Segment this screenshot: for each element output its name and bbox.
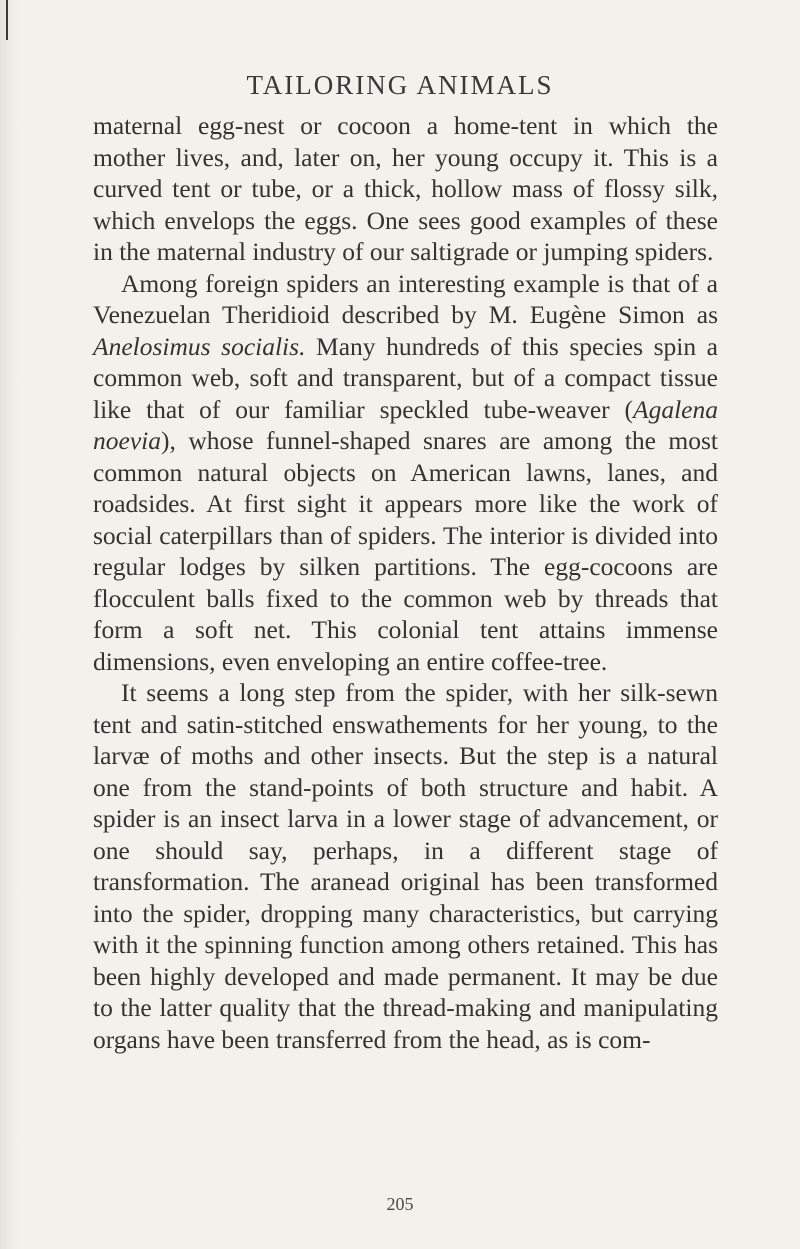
page-gutter-shadow xyxy=(0,0,18,1249)
paragraph-text: It seems a long step from the spider, with her silk-sewn tent and satin-stitched enswathements for her young, to the larvæ of moths and other insects. But the step is a natural one from the stand-points of both structure and habit. A spider is an insect larva in a lower stage of advancement, or one should say, perhaps, in a different stage of transformation. The aranead original has been transformed into the spider, dropping many characteristics, but carrying with it the spinning function among others retained. This has been highly developed and made permanent. It may be due to the latter quality that the thread-making and manipulating organs have been transferred from the head, as is com- xyxy=(93,678,718,1054)
italic-species-name: Anelosimus socialis. xyxy=(93,331,306,361)
running-head: TAILORING ANIMALS xyxy=(246,70,554,100)
paragraph-text: ), whose funnel-shaped snares are among the most common natural objects on American lawns, lanes, and roadsides. At first sight it appears more like the work of social caterpillars than of spiders. The interior is divided into regular lodges by silken partitions. The egg-cocoons are flocculent balls fixed to the common web by threads that form a soft net. This colonial tent attains immense dimensions, even enveloping an entire coffee-tree. xyxy=(93,426,718,676)
italic-species-name: Agalena noevia xyxy=(93,394,718,455)
paragraph-text: maternal egg-nest or cocoon a home-tent in which the mother lives, and, later on, her young occupy it. This is a curved tent or tube, or a thick, hollow mass of flossy silk, which envelops the eggs. One sees good examples of these in the maternal industry of our saltigrade or jumping spiders. xyxy=(93,111,718,266)
paragraph xyxy=(93,110,718,268)
paragraph xyxy=(93,268,718,678)
paragraph-text: Among foreign spiders an interesting example is that of a Venezuelan Theridioid described by M. Eugène Simon as xyxy=(93,268,718,329)
page-number: 205 xyxy=(386,1194,414,1214)
paragraph xyxy=(93,677,718,1055)
body-text xyxy=(93,110,718,1055)
paragraph-text: Many hundreds of this species spin a common web, soft and transparent, but of a compact tissue like that of our familiar speckled tube-weaver ( xyxy=(93,331,718,424)
page-edge-mark xyxy=(6,0,8,40)
